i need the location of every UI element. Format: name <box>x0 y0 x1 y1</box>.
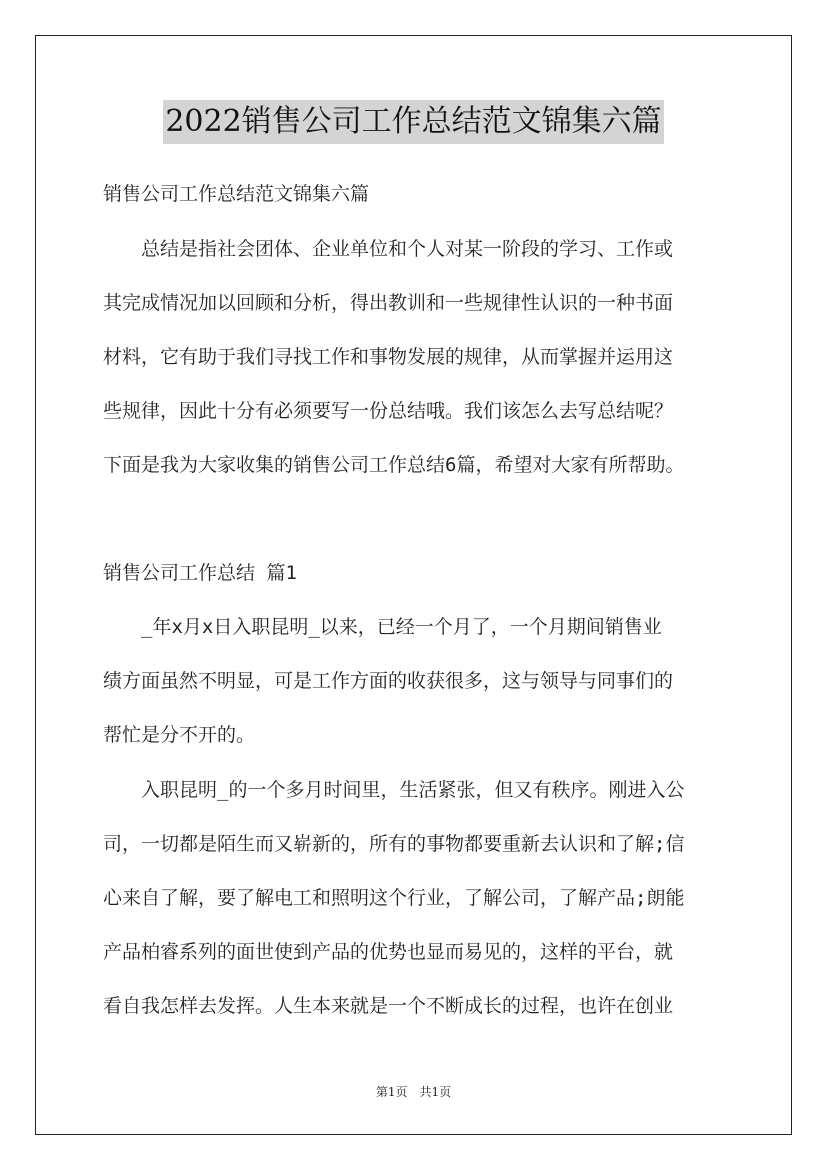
page-number: 第1页 共1页 <box>375 1085 452 1099</box>
paragraph-line: 心来自了解，要了解电工和照明这个行业，了解公司，了解产品;朗能 <box>103 887 685 909</box>
subtitle: 销售公司工作总结范文锦集六篇 <box>103 183 370 205</box>
paragraph-line: 材料，它有助于我们寻找工作和事物发展的规律，从而掌握并运用这 <box>103 346 674 368</box>
section-heading: 销售公司工作总结 篇1 <box>103 562 297 584</box>
paragraph-line: 产品柏睿系列的面世使到产品的优势也显而易见的，这样的平台，就 <box>103 941 674 963</box>
paragraph-line: 总结是指社会团体、企业单位和个人对某一阶段的学习、工作或 <box>103 238 674 260</box>
document-title: 2022销售公司工作总结范文锦集六篇 <box>163 100 663 144</box>
paragraph-line: 司，一切都是陌生而又崭新的，所有的事物都要重新去认识和了解;信 <box>103 833 685 855</box>
title-container <box>0 100 827 144</box>
paragraph-line: 下面是我为大家收集的销售公司工作总结6篇，希望对大家有所帮助。 <box>103 454 685 476</box>
paragraph-line: _年x月x日入职昆明_以来，已经一个月了，一个月期间销售业 <box>103 616 662 638</box>
paragraph-line: 些规律，因此十分有必须要写一份总结哦。我们该怎么去写总结呢？ <box>103 400 674 422</box>
paragraph-line: 其完成情况加以回顾和分析，得出教训和一些规律性认识的一种书面 <box>103 292 674 314</box>
paragraph-line: 入职昆明_的一个多月时间里，生活紧张，但又有秩序。刚进入公 <box>103 779 685 801</box>
paragraph-line: 绩方面虽然不明显，可是工作方面的收获很多，这与领导与同事们的 <box>103 670 674 692</box>
paragraph-line: 帮忙是分不开的。 <box>103 724 256 746</box>
paragraph-line: 看自我怎样去发挥。人生本来就是一个不断成长的过程，也许在创业 <box>103 995 674 1017</box>
